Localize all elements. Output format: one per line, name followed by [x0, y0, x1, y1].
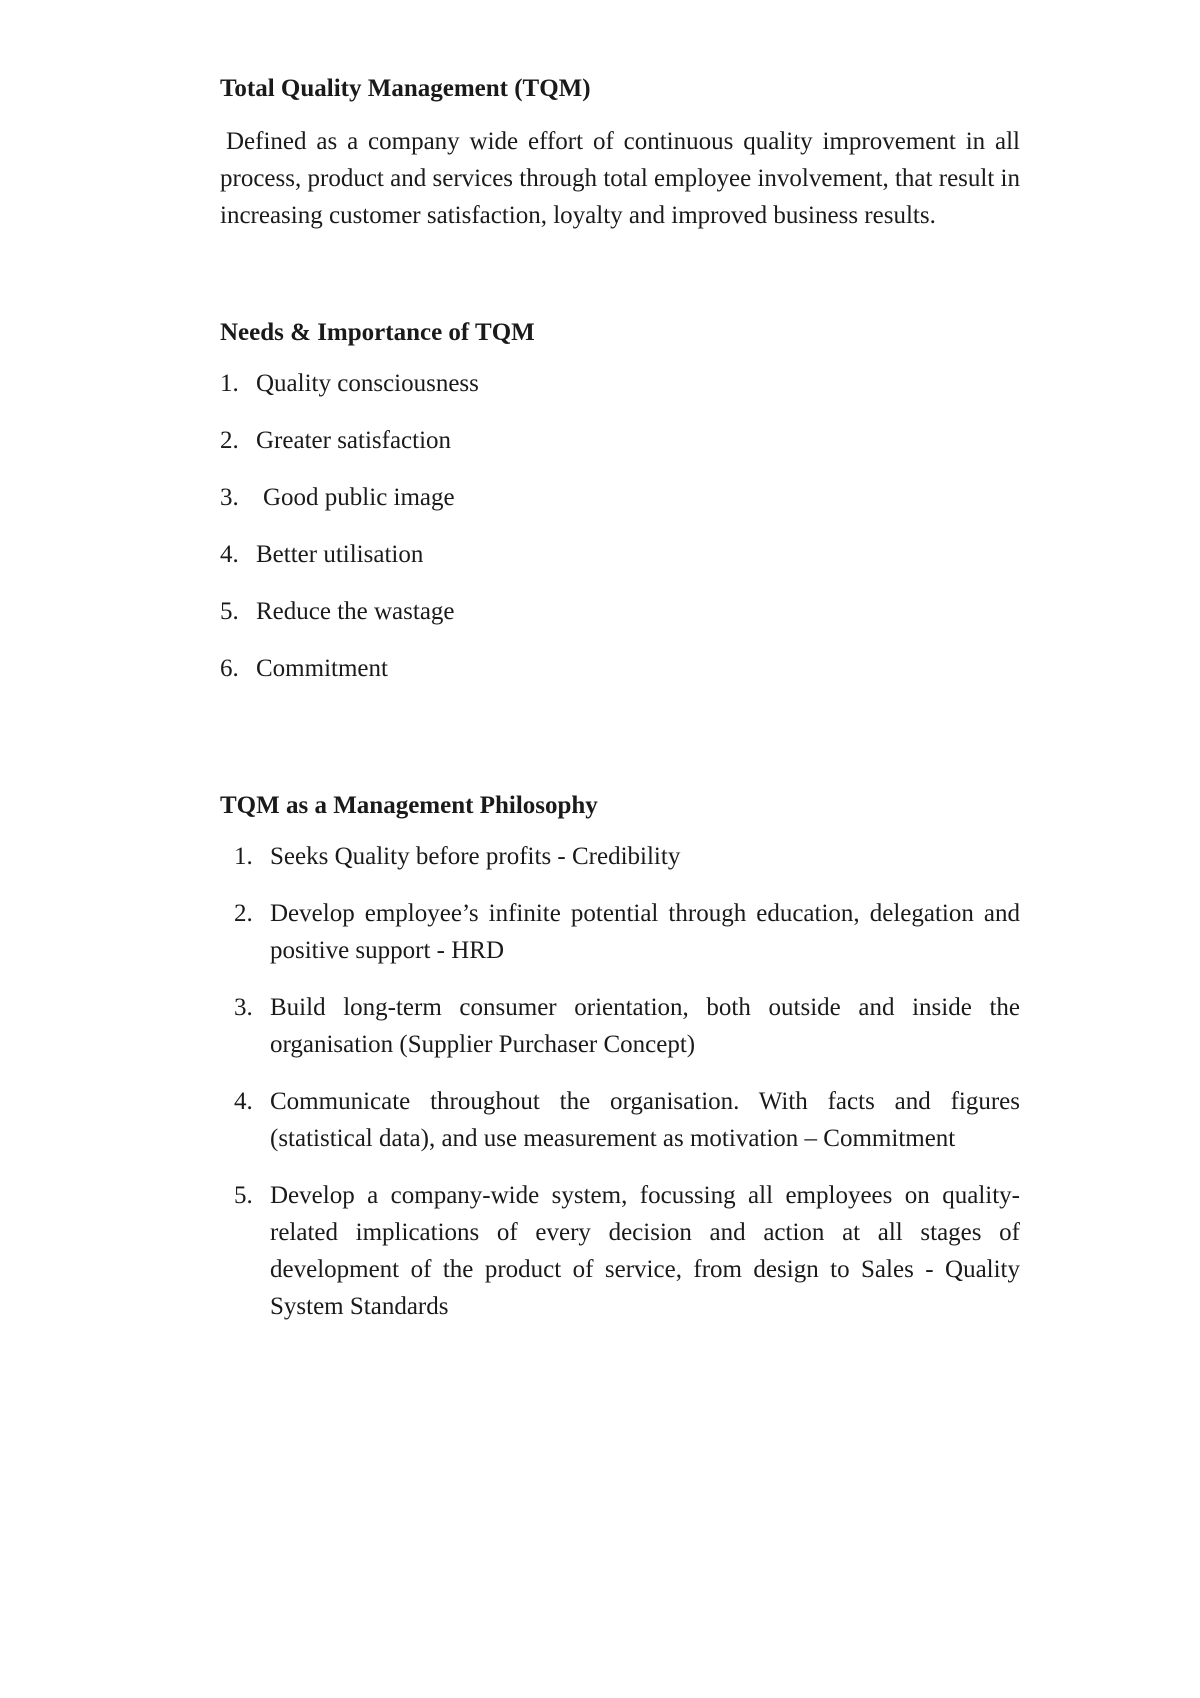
list-item	[220, 895, 1020, 969]
list-number: 2.	[234, 900, 253, 927]
list-item	[220, 536, 1020, 573]
list-number: 5.	[234, 1182, 253, 1209]
list-number: 6.	[220, 655, 239, 682]
list-text: Greater satisfaction	[256, 427, 452, 454]
philosophy-heading: TQM as a Management Philosophy	[220, 792, 598, 819]
list-number: 1.	[234, 843, 253, 870]
document-content	[220, 70, 1020, 1345]
list-text: Reduce the wastage	[256, 598, 455, 625]
list-text: Build long-term consumer orientation, both outside and inside the organisation (Supplier Purchaser Concept)	[270, 994, 1020, 1058]
list-item	[220, 989, 1020, 1063]
list-item	[220, 838, 1020, 875]
list-text: Better utilisation	[256, 541, 424, 568]
list-text: Good public image	[263, 484, 455, 511]
list-number: 2.	[220, 427, 239, 454]
philosophy-list	[220, 838, 1020, 1325]
list-item	[220, 1177, 1020, 1325]
needs-heading: Needs & Importance of TQM	[220, 319, 535, 346]
list-item	[220, 650, 1020, 687]
list-number: 3.	[234, 994, 253, 1021]
list-number: 4.	[234, 1088, 253, 1115]
list-number: 5.	[220, 598, 239, 625]
list-item	[220, 479, 1020, 516]
list-number: 4.	[220, 541, 239, 568]
list-number: 1.	[220, 370, 239, 397]
list-text: Develop employee’s infinite potential through education, delegation and positive support - HRD	[270, 900, 1020, 964]
list-item	[220, 422, 1020, 459]
list-item	[220, 593, 1020, 630]
list-number: 3.	[220, 484, 239, 511]
list-text: Communicate throughout the organisation. With facts and figures (statistical data), and use measurement as motivation – Commitment	[270, 1088, 1020, 1152]
list-item	[220, 365, 1020, 402]
list-text: Develop a company-wide system, focussing all employees on quality-related implications of every decision and action at all stages of development of the product of service, from design to Sales - Quality System Standards	[270, 1182, 1020, 1320]
list-text: Seeks Quality before profits - Credibility	[270, 843, 681, 870]
document-title: Total Quality Management (TQM)	[220, 75, 591, 102]
needs-list	[220, 365, 1020, 687]
list-text: Quality consciousness	[256, 370, 479, 397]
list-text: Commitment	[256, 655, 388, 682]
definition-paragraph: Defined as a company wide effort of continuous quality improvement in all process, product and services through total employee involvement, that result in increasing customer satisfaction, loyalty and improved business results.	[220, 128, 1020, 229]
list-item	[220, 1083, 1020, 1157]
